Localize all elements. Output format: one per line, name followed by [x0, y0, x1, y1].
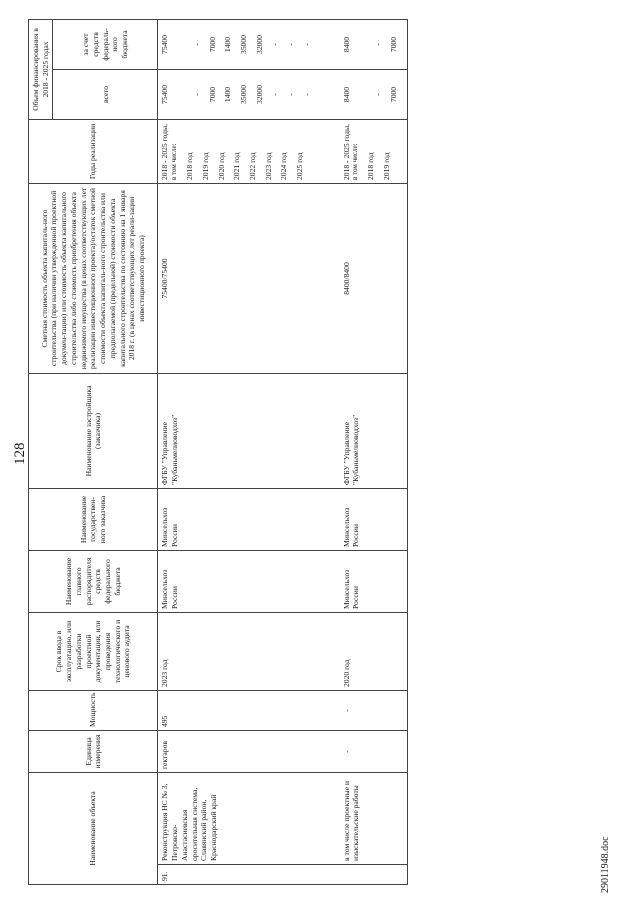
total-value: 35000	[239, 85, 249, 104]
total-value: -	[373, 93, 383, 96]
header-developer: Наименование застройщика (заказчика)	[29, 373, 158, 488]
object-grbs: Минсельхоз России	[158, 550, 320, 612]
years-incl: в том числе:	[170, 143, 179, 180]
total-value: 7000	[388, 86, 398, 103]
federal-value: -	[286, 43, 296, 46]
financing-federal	[158, 19, 320, 69]
header-row	[29, 19, 53, 884]
financing-total	[320, 69, 407, 119]
financing-federal	[320, 19, 407, 69]
object-developer: ФГБУ "Управление "Кубаньмелиоводхоз"	[320, 373, 407, 488]
federal-value: 32000	[254, 34, 264, 54]
object-developer: ФГБУ "Управление "Кубаньмелиоводхоз"	[158, 373, 320, 488]
federal-value: -	[191, 43, 201, 46]
row-number	[320, 865, 407, 885]
year-item: 2024 год	[279, 152, 289, 180]
object-name: в том числе проектные и изыскательские работы	[320, 772, 407, 864]
object-cost: 8400/8400	[320, 183, 407, 373]
object-state-customer: Минсельхоз России	[158, 488, 320, 550]
header-federal: за счет средств федераль-ного бюджета	[53, 19, 158, 69]
header-unit: Единица измерения	[29, 730, 158, 772]
object-unit: -	[320, 730, 407, 772]
year-item: 2019 год	[200, 152, 210, 180]
document-filename: 29011948.doc	[600, 836, 611, 893]
federal-value: -	[373, 43, 383, 46]
years-head: 2018 - 2025 годы,	[160, 124, 170, 180]
federal-value: -	[270, 43, 280, 46]
federal-head: 75400	[160, 34, 170, 54]
federal-value: 7000	[388, 36, 398, 53]
years-incl: в том числе:	[351, 143, 360, 180]
total-value: -	[191, 93, 201, 96]
object-state-customer: Минсельхоз России	[320, 488, 407, 550]
header-cost: Сметная стоимость объекта капиталь-ного строительства (при наличии утвержденной проектной докумен-тации) или стоимость объекта капитального строительства либо стоимость приобретения объекта недвижимого имущества (в ценах соответствующих лет реализации инвестиционного проекта)/остаток сметной стоимости объекта капиталь-ного строительства или предполагаемой (предельной) стоимости объекта капитального строительства по состоянию на 1 января 2018 г. (в ценах соответствующих лет реали-зации инвестиционного проекта)	[29, 183, 158, 373]
object-years	[320, 119, 407, 183]
header-capacity: Мощность	[29, 690, 158, 730]
header-years: Годы реализации	[29, 119, 158, 183]
year-item: 2019 год	[382, 152, 392, 180]
total-head: 8400	[341, 86, 351, 103]
object-deadline: 2023 год	[158, 612, 320, 690]
total-value: -	[270, 93, 280, 96]
object-cost: 75400/75400	[158, 183, 320, 373]
years-head: 2018 - 2025 годы,	[341, 124, 351, 180]
total-value: -	[286, 93, 296, 96]
year-item: 2018 год	[185, 152, 195, 180]
investment-table	[28, 19, 408, 885]
total-value: -	[301, 93, 311, 96]
federal-value: 35000	[239, 34, 249, 54]
federal-value: -	[301, 43, 311, 46]
object-grbs: Минсельхоз России	[320, 550, 407, 612]
total-head: 75400	[160, 85, 170, 104]
year-item: 2022 год	[247, 152, 257, 180]
federal-value: 1400	[223, 36, 233, 53]
header-grbs: Наименование главного распорядителя средств федерального бюджета	[29, 550, 158, 612]
object-unit: гектаров	[158, 730, 320, 772]
total-value: 1400	[223, 86, 233, 103]
row-number: 91.	[158, 865, 320, 885]
object-name: Реконструкция НС № 3, Петровско-Анастасиевская оросительная система, Славянский район, Краснодарский край	[158, 772, 320, 864]
year-item: 2020 год	[216, 152, 226, 180]
header-total: всего	[53, 69, 158, 119]
year-item: 2021 год	[232, 152, 242, 180]
header-state-customer: Наименование государствен-ного заказчика	[29, 488, 158, 550]
federal-value: 7000	[207, 36, 217, 53]
header-deadline: Срок ввода в эксплуатацию, или разработки проектной документации, или проведения технологического и ценового аудита	[29, 612, 158, 690]
object-years	[158, 119, 320, 183]
table-row	[320, 19, 407, 884]
table-row	[158, 19, 320, 884]
year-item: 2018 год	[366, 152, 376, 180]
object-capacity: -	[320, 690, 407, 730]
year-item: 2023 год	[263, 152, 273, 180]
page-number: 128	[12, 442, 28, 465]
federal-head: 8400	[341, 36, 351, 53]
total-value: 7000	[207, 86, 217, 103]
object-capacity: 495	[158, 690, 320, 730]
header-name: Наименование объекта	[29, 772, 158, 884]
year-item: 2025 год	[295, 152, 305, 180]
header-financing: Объем финансирования в 2018 - 2025 годах	[29, 19, 53, 119]
object-deadline: 2020 год	[320, 612, 407, 690]
financing-total	[158, 69, 320, 119]
total-value: 32000	[254, 85, 264, 104]
